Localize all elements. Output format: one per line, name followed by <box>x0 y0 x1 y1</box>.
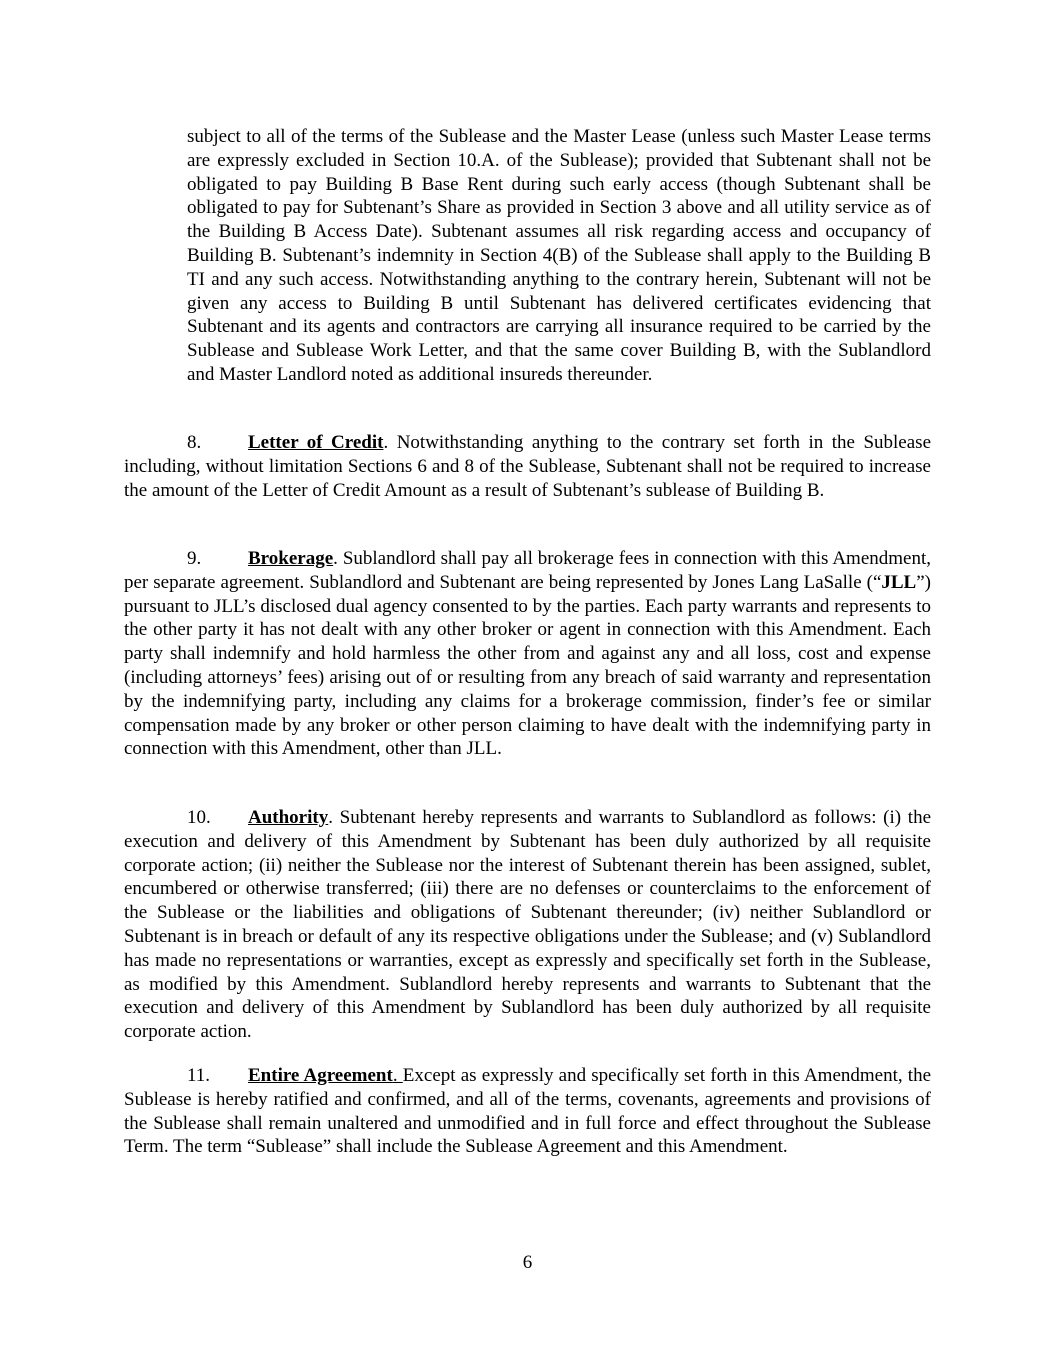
section-heading: Entire Agreement <box>248 1065 393 1086</box>
section-11-entire-agreement <box>124 1064 931 1159</box>
section-number: 9. <box>187 548 202 569</box>
section-number: 11. <box>187 1065 211 1086</box>
section-heading: Letter of Credit <box>248 432 384 453</box>
defined-term-jll: JLL <box>881 571 917 593</box>
section-heading: Authority <box>248 807 329 828</box>
section-body-continued: ”) pursuant to JLL’s disclosed dual agency consented to by the parties. Each party warrants and represents to the other party it has not dealt with any other broker or agent in connection with this Amendment. Each party shall indemnify and hold harmless the other from and against any and all loss, cost and expense (including attorneys’ fees) arising out of or resulting from any breach of said warranty and representation by the indemnifying party, including any claims for a brokerage commission, finder’s fee or similar compensation made by any broker or other person claiming to have dealt with the indemnifying party in connection with this Amendment, other than JLL. <box>124 571 931 760</box>
section-body: . Subtenant hereby represents and warrants to Sublandlord as follows: (i) the execution and delivery of this Amendment by Subtenant has been duly authorized by all requisite corporate action; (ii) neither the Sublease nor the interest of Subtenant therein has been assigned, sublet, encumbered or otherwise transferred; (iii) there are no defenses or counterclaims to the enforcement of the Sublease or the liabilities and obligations of Subtenant thereunder; (iv) neither Sublandlord or Subtenant is in breach or default of any its respective obligations under the Sublease; and (v) Sublandlord has made no representations or warranties, except as expressly and specifically set forth in the Sublease, as modified by this Amendment. Sublandlord hereby represents and warrants to Subtenant that the execution and delivery of this Amendment by Sublandlord has been duly authorized by all requisite corporate action. <box>124 807 931 1043</box>
section-body: Except as expressly and specifically set forth in this Amendment, the Sublease is hereby ratified and confirmed, and all of the terms, covenants, agreements and provisions of the Sublease shall remain unaltered and unmodified and in full force and effect throughout the Sublease Term. The term “Sublease” shall include the Sublease Agreement and this Amendment. <box>124 1065 932 1158</box>
section-10-authority <box>124 806 931 1044</box>
section-body: . Notwithstanding anything to the contrary set forth in the Sublease including, without limitation Sections 6 and 8 of the Sublease, Subtenant shall not be required to increase the amount of the Letter of Credit Amount as a result of Subtenant’s sublease of Building B. <box>124 432 932 501</box>
section-number: 10. <box>187 807 211 828</box>
section-heading: Brokerage <box>248 548 334 569</box>
section-9-brokerage <box>124 547 931 761</box>
section-body: . Sublandlord shall pay all brokerage fees in connection with this Amendment, per separate agreement. Sublandlord and Subtenant are being represented by Jones Lang LaSalle (“ <box>124 548 931 593</box>
section-number: 8. <box>187 432 202 453</box>
section-8-letter-of-credit <box>124 431 931 502</box>
page-number: 6 <box>522 1252 533 1273</box>
section-heading-trail: . <box>392 1065 403 1086</box>
continuation-paragraph: subject to all of the terms of the Sublease and the Master Lease (unless such Master Lease terms are expressly excluded in Section 10.A. of the Sublease); provided that Subtenant shall not be obligated to pay Building B Base Rent during such early access (though Subtenant shall be obligated to pay for Subtenant’s Share as provided in Section 3 above and all utility service as of the Building B Access Date). Subtenant assumes all risk regarding access and occupancy of Building B. Subtenant’s indemnity in Section 4(B) of the Sublease shall apply to the Building B TI and any such access. Notwithstanding anything to the contrary herein, Subtenant will not be given any access to Building B until Subtenant has delivered certificates evidencing that Subtenant and its agents and contractors are carrying all insurance required to be carried by the Sublease and Sublease Work Letter, and that the same cover Building B, with the Sublandlord and Master Landlord noted as additional insureds thereunder. <box>187 126 931 385</box>
